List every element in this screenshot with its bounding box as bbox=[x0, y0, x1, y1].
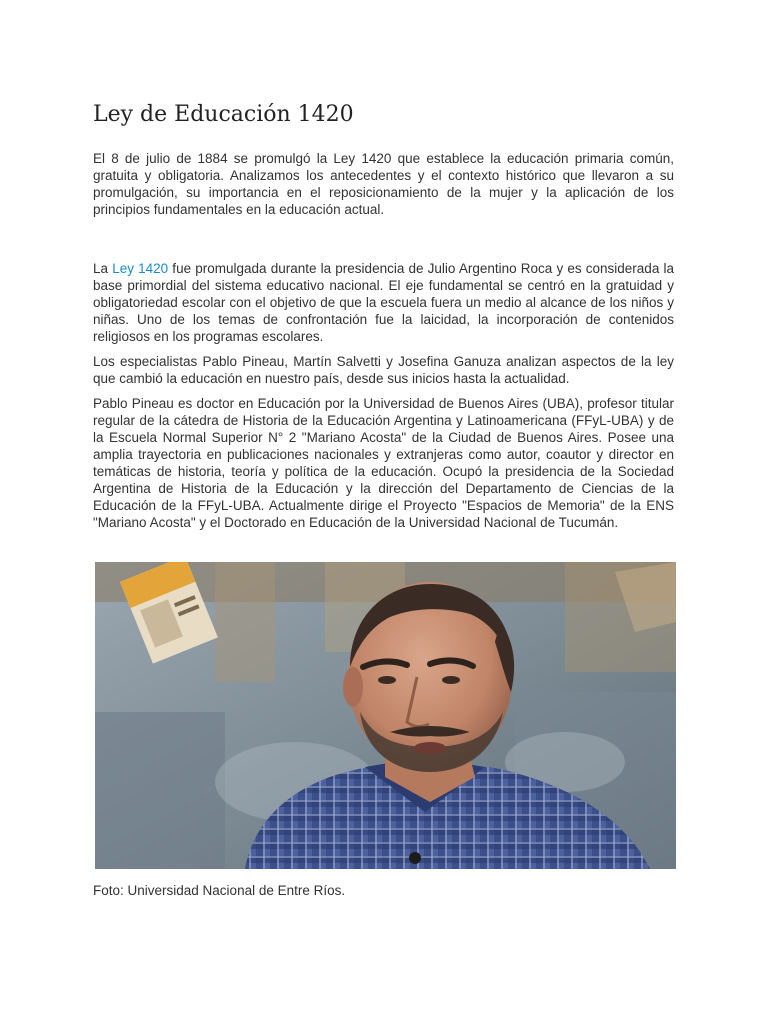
paragraph-ley-1420 bbox=[93, 260, 674, 345]
portrait-photo bbox=[95, 562, 676, 869]
article-title: Ley de Educación 1420 bbox=[93, 102, 354, 127]
article-intro: El 8 de julio de 1884 se promulgó la Ley 1420 que establece la educación primaria común, gratuita y obligatoria. Analizamos los antecedentes y el contexto histórico que llevaron a su promulgación, su importancia en el reposicionamiento de la mujer y la aplicación de los principios fundamentales en la educación actual. bbox=[93, 151, 674, 217]
paragraph-text-rest: fue promulgada durante la presidencia de Julio Argentino Roca y es considerada la base primordial del sistema educativo nacional. El eje fundamental se centró en la gratuidad y obligatoriedad escolar con el objetivo de que la escuela fuera un medio al alcance de los niños y niñas. Uno de los temas de confrontación fue la laicidad, la incorporación de contenidos religiosos en los programas escolares. bbox=[93, 261, 674, 344]
photo-caption: Foto: Universidad Nacional de Entre Ríos. bbox=[93, 883, 346, 898]
paragraph-text-start: La bbox=[93, 261, 113, 276]
paragraph-especialistas: Los especialistas Pablo Pineau, Martín Salvetti y Josefina Ganuza analizan aspectos de la ley que cambió la educación en nuestro país, desde sus inicios hasta la actualidad. bbox=[93, 354, 674, 386]
ley-1420-link[interactable]: Ley 1420 bbox=[112, 261, 169, 276]
paragraph-pablo-pineau-bio: Pablo Pineau es doctor en Educación por la Universidad de Buenos Aires (UBA), profesor titular regular de la cátedra de Historia de la Educación Argentina y Latinoamericana (FFyL-UBA) y de la Escuela Normal Superior N° 2 "Mariano Acosta" de la Ciudad de Buenos Aires. Posee una amplia trayectoria en publicaciones nacionales y extranjeras como autor, coautor y director en temáticas de historia, teoría y política de la educación. Ocupó la presidencia de la Sociedad Argentina de Historia de la Educación y la dirección del Departamento de Ciencias de la Educación de la FFyL-UBA. Actualmente dirige el Proyecto "Espacios de Memoria" de la ENS "Mariano Acosta" y el Doctorado en Educación de la Universidad Nacional de Tucumán. bbox=[93, 396, 674, 530]
article-body bbox=[93, 260, 674, 531]
